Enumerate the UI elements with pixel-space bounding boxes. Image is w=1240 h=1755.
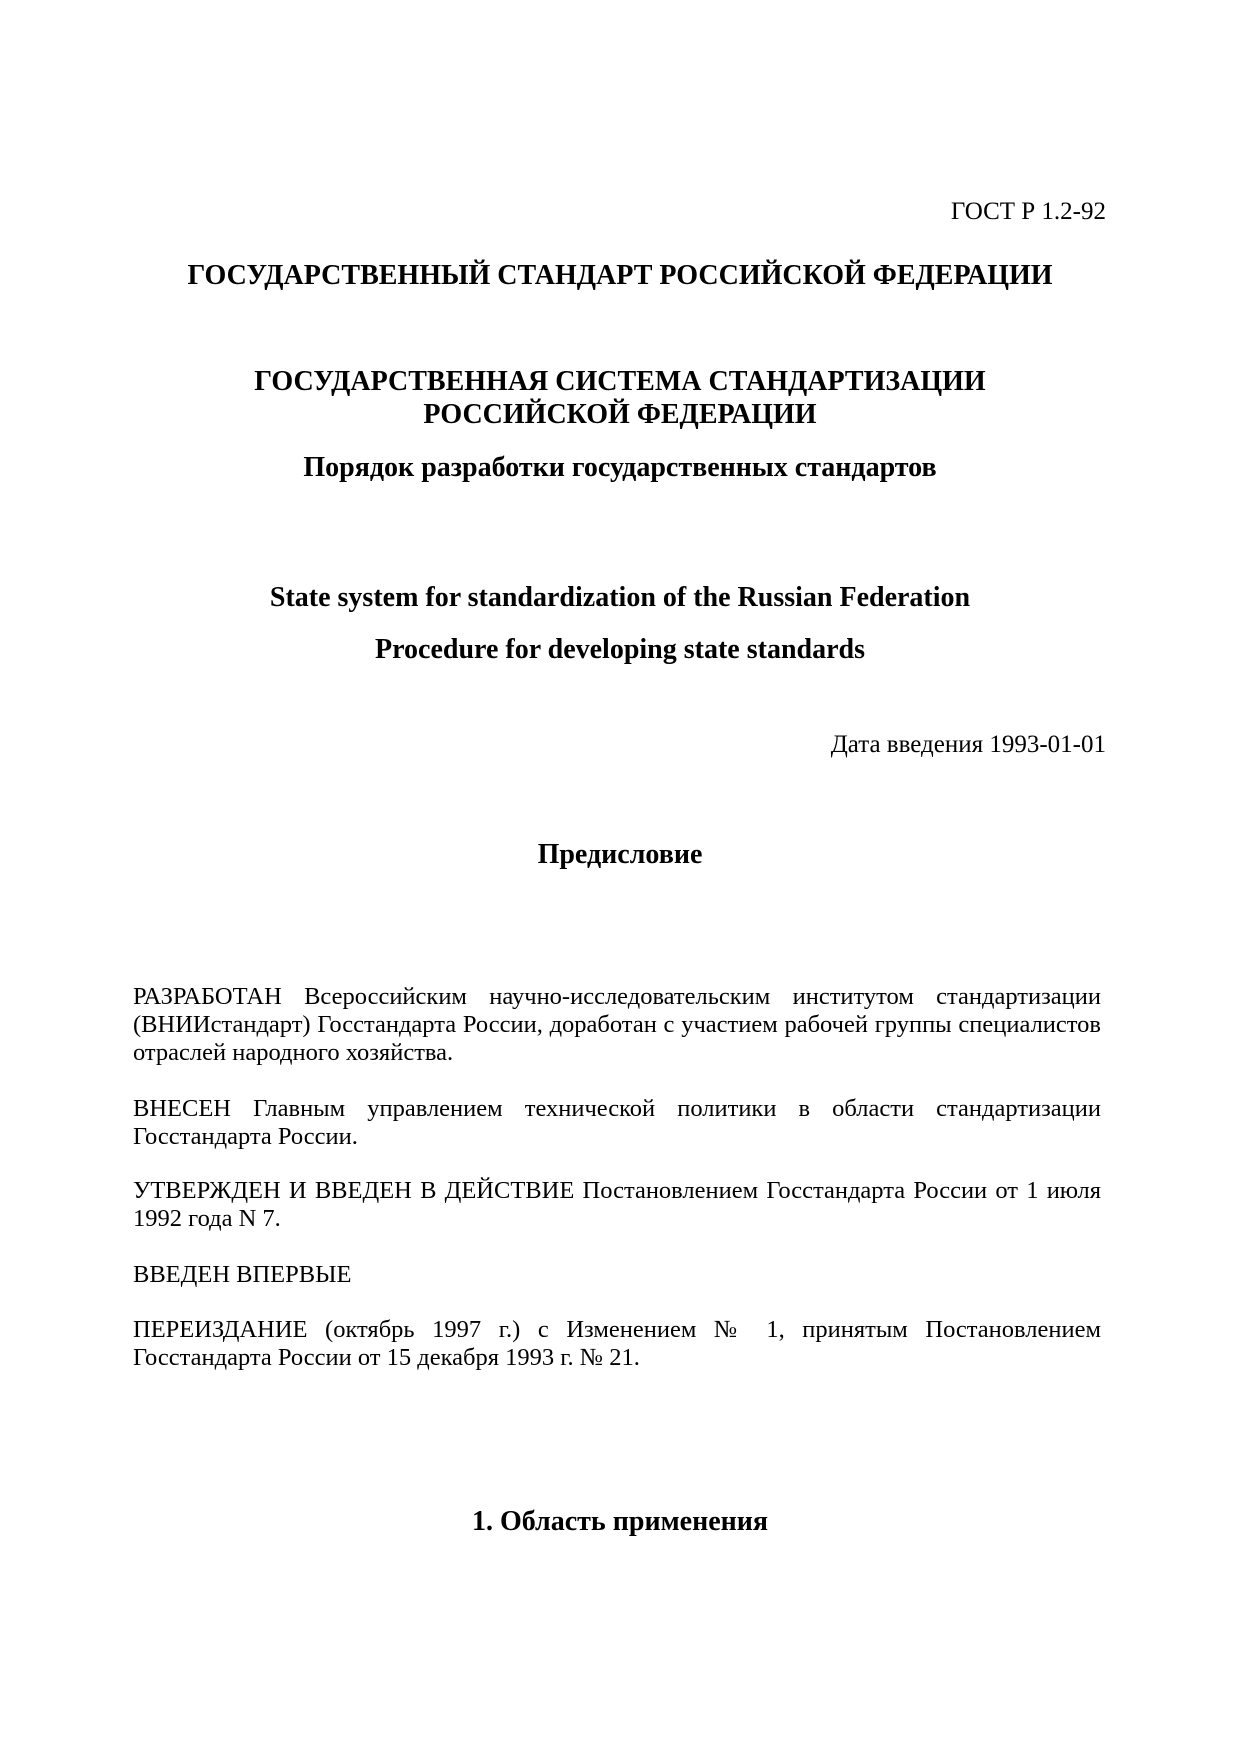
system-title bbox=[0, 365, 1240, 431]
preface-heading: Предисловие bbox=[537, 839, 703, 870]
preface-paragraph-developed: РАЗРАБОТАН Всероссийским научно-исследовательским институтом стандартизации (ВНИИстандарт) Госстандарта России, доработан с участием рабочей группы специалистов отраслей народного хозяйства. bbox=[133, 983, 1101, 1066]
preface-paragraph-submitted: ВНЕСЕН Главным управлением технической политики в области стандартизации Госстандарта России. bbox=[133, 1095, 1101, 1150]
preface-paragraph-approved: УТВЕРЖДЕН И ВВЕДЕН В ДЕЙСТВИЕ Постановлением Госстандарта России от 1 июля 1992 года N 7. bbox=[133, 1177, 1101, 1232]
preface-paragraph-first-introduced: ВВЕДЕН ВПЕРВЫЕ bbox=[133, 1261, 352, 1288]
en-title: State system for standardization of the Russian Federation bbox=[269, 582, 971, 613]
preface-paragraph-reissue: ПЕРЕИЗДАНИЕ (октябрь 1997 г.) с Изменением № 1, принятым Постановлением Госстандарта России от 15 декабря 1993 г. № 21. bbox=[133, 1316, 1101, 1371]
main-title: ГОСУДАРСТВЕННЫЙ СТАНДАРТ РОССИЙСКОЙ ФЕДЕРАЦИИ bbox=[187, 260, 1053, 291]
intro-date: Дата введения 1993-01-01 bbox=[830, 731, 1106, 758]
en-subtitle: Procedure for developing state standards bbox=[375, 634, 865, 665]
ru-subtitle: Порядок разработки государственных стандартов bbox=[303, 452, 937, 483]
system-title-line2: РОССИЙСКОЙ ФЕДЕРАЦИИ bbox=[423, 399, 817, 430]
document-code: ГОСТ Р 1.2-92 bbox=[950, 198, 1106, 225]
section-1-heading: 1. Область применения bbox=[471, 1506, 769, 1537]
system-title-line1: ГОСУДАРСТВЕННАЯ СИСТЕМА СТАНДАРТИЗАЦИИ bbox=[254, 366, 986, 397]
